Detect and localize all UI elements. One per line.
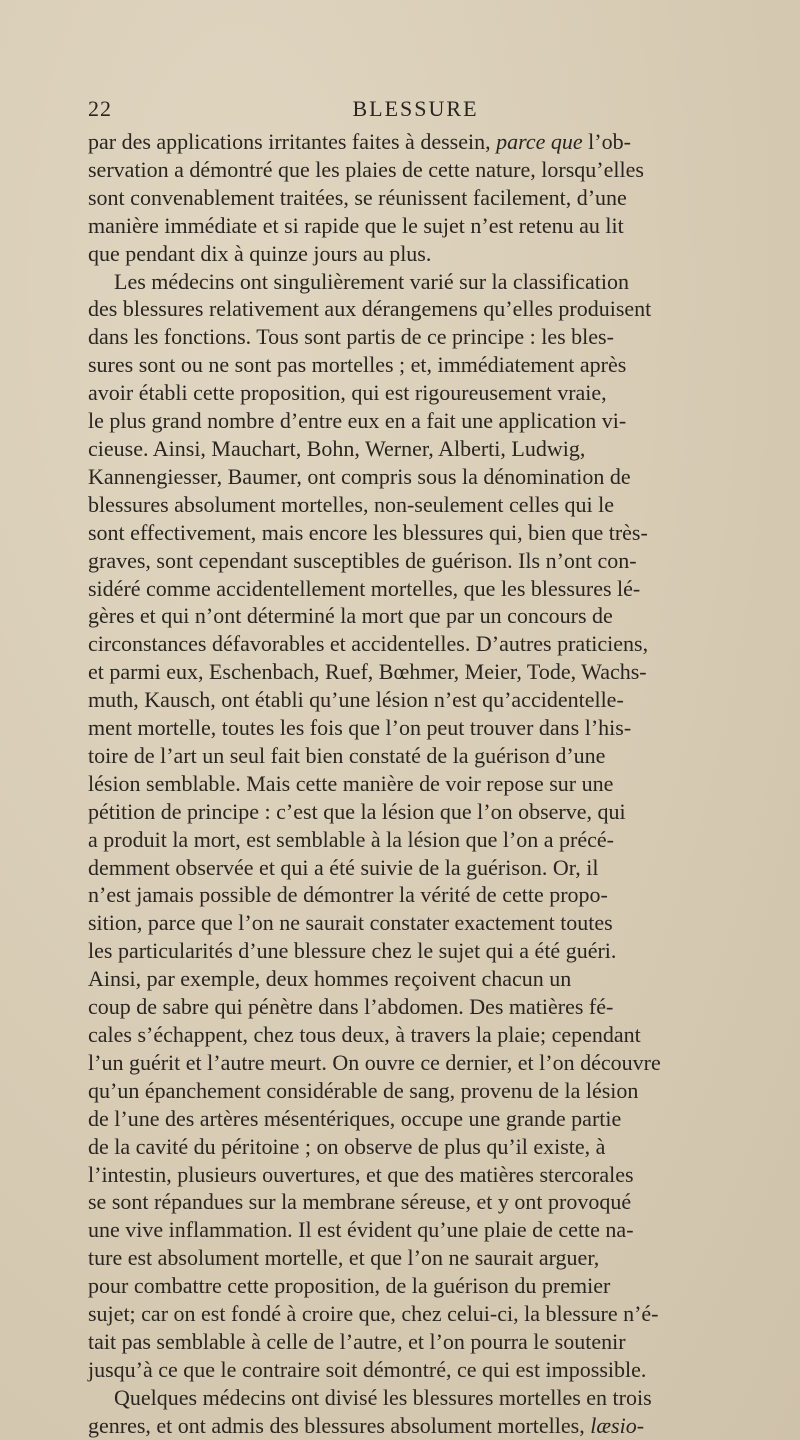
- text-line: [88, 826, 788, 854]
- text-line: [88, 965, 788, 993]
- text-line: [88, 1133, 788, 1161]
- text-line: [88, 212, 788, 240]
- text-segment: par des applications irritantes faites à dessein,: [88, 129, 497, 154]
- text-line: [88, 630, 788, 658]
- text-line: [88, 1244, 788, 1272]
- text-line: [88, 463, 788, 491]
- page-header: [88, 96, 743, 126]
- text-segment: sujet; car on est fondé à croire que, chez celui-ci, la blessure n’é-: [88, 1301, 659, 1327]
- text-segment: pétition de principe : c’est que la lésion que l’on observe, qui: [88, 798, 626, 824]
- text-segment: l’intestin, plusieurs ouvertures, et que des matières stercorales: [88, 1161, 634, 1187]
- text-segment: ture est absolument mortelle, et que l’on ne saurait arguer,: [88, 1245, 600, 1271]
- text-segment: cieuse. Ainsi, Mauchart, Bohn, Werner, Alberti, Ludwig,: [88, 435, 586, 461]
- text-segment: cales s’échappent, chez tous deux, à travers la plaie; cependant: [88, 1022, 641, 1047]
- text-segment: avoir établi cette proposition, qui est rigoureusement vraie,: [88, 380, 607, 406]
- text-line: [88, 881, 788, 909]
- text-line: [88, 407, 788, 435]
- text-line: [88, 1300, 788, 1328]
- text-segment: demment observée et qui a été suivie de la guérison. Or, il: [88, 854, 599, 880]
- text-line: [88, 742, 788, 770]
- italic-segment: læsio-: [590, 1412, 645, 1438]
- text-segment: Les médecins ont singulièrement varié sur la classification: [114, 268, 630, 294]
- text-segment: l’un guérit et l’autre meurt. On ouvre ce dernier, et l’on découvre: [88, 1049, 661, 1075]
- text-line: [88, 323, 788, 351]
- text-line: [88, 770, 788, 798]
- text-segment: se sont répandues sur la membrane séreuse, et y ont provoqué: [88, 1189, 632, 1215]
- text-line: [88, 1077, 788, 1105]
- text-segment: sures sont ou ne sont pas mortelles ; et, immédiatement après: [88, 352, 627, 378]
- text-line: [88, 184, 788, 212]
- text-line: [88, 491, 788, 519]
- text-segment: de l’une des artères mésentériques, occupe une grande partie: [88, 1105, 622, 1131]
- text-line: [88, 156, 788, 184]
- text-line: [88, 1328, 788, 1356]
- text-line: [88, 798, 788, 826]
- text-segment: jusqu’à ce que le contraire soit démontré, ce qui est impossible.: [88, 1356, 647, 1382]
- text-segment: et parmi eux, Eschenbach, Ruef, Bœhmer, Meier, Tode, Wachs-: [88, 659, 647, 685]
- text-line: [88, 1161, 788, 1189]
- text-segment: le plus grand nombre d’entre eux en a fait une application vi-: [88, 408, 627, 434]
- text-segment: manière immédiate et si rapide que le sujet n’est retenu au lit: [88, 212, 624, 238]
- text-line: [88, 1384, 788, 1412]
- text-segment: tait pas semblable à celle de l’autre, et l’on pourra le soutenir: [88, 1328, 626, 1354]
- text-line: [88, 1188, 788, 1216]
- text-line: [88, 658, 788, 686]
- text-segment: genres, et ont admis des blessures absolument mortelles,: [88, 1412, 591, 1438]
- text-segment: ment mortelle, toutes les fois que l’on peut trouver dans l’his-: [88, 715, 632, 741]
- text-segment: n’est jamais possible de démontrer la vérité de cette propo-: [88, 882, 608, 908]
- text-line: [88, 379, 788, 407]
- text-line: [88, 602, 788, 630]
- running-title: BLESSURE: [352, 96, 479, 121]
- text-line: [88, 909, 788, 937]
- body-text: [88, 128, 788, 1440]
- text-segment: Ainsi, par exemple, deux hommes reçoivent chacun un: [88, 966, 572, 992]
- text-segment: circonstances défavorables et accidentelles. D’autres praticiens,: [88, 631, 649, 657]
- text-line: [88, 1412, 788, 1440]
- text-segment: une vive inflammation. Il est évident qu’une plaie de cette na-: [88, 1217, 634, 1243]
- text-line: [88, 351, 788, 379]
- text-segment: lésion semblable. Mais cette manière de voir repose sur une: [88, 770, 614, 796]
- text-line: [88, 1272, 788, 1300]
- italic-segment: parce que: [496, 129, 583, 154]
- text-line: [88, 1356, 788, 1384]
- text-segment: muth, Kausch, ont établi qu’une lésion n’est qu’accidentelle-: [88, 687, 624, 713]
- text-line: [88, 575, 788, 603]
- text-segment: des blessures relativement aux dérangemens qu’elles produisent: [88, 296, 652, 322]
- text-line: [88, 240, 788, 268]
- text-segment: l’ob-: [582, 129, 631, 154]
- text-segment: Kannengiesser, Baumer, ont compris sous la dénomination de: [88, 463, 631, 489]
- text-segment: Quelques médecins ont divisé les blessures mortelles en trois: [114, 1384, 652, 1410]
- text-line: [88, 295, 788, 323]
- text-line: [88, 937, 788, 965]
- text-segment: servation a démontré que les plaies de cette nature, lorsqu’elles: [88, 156, 644, 182]
- text-line: [88, 1021, 788, 1049]
- text-line: [88, 547, 788, 575]
- text-segment: de la cavité du péritoine ; on observe de plus qu’il existe, à: [88, 1133, 606, 1159]
- text-segment: a produit la mort, est semblable à la lésion que l’on a précé-: [88, 826, 614, 852]
- text-segment: blessures absolument mortelles, non-seulement celles qui le: [88, 491, 615, 517]
- text-segment: dans les fonctions. Tous sont partis de ce principe : les bles-: [88, 324, 614, 350]
- text-line: [88, 993, 788, 1021]
- text-line: [88, 854, 788, 882]
- text-segment: les particularités d’une blessure chez le sujet qui a été guéri.: [88, 938, 617, 964]
- text-line: [88, 1049, 788, 1077]
- text-segment: qu’un épanchement considérable de sang, provenu de la lésion: [88, 1077, 639, 1103]
- text-segment: sont effectivement, mais encore les blessures qui, bien que très-: [88, 519, 648, 545]
- text-segment: sition, parce que l’on ne saurait constater exactement toutes: [88, 910, 613, 936]
- text-line: [88, 1216, 788, 1244]
- text-segment: que pendant dix à quinze jours au plus.: [88, 240, 432, 266]
- text-line: [88, 686, 788, 714]
- text-segment: graves, sont cependant susceptibles de guérison. Ils n’ont con-: [88, 547, 637, 573]
- text-segment: sidéré comme accidentellement mortelles, que les blessures lé-: [88, 575, 641, 601]
- text-segment: pour combattre cette proposition, de la guérison du premier: [88, 1273, 611, 1299]
- text-line: [88, 435, 788, 463]
- page-number: 22: [88, 96, 112, 121]
- text-line: [88, 1105, 788, 1133]
- text-line: [88, 128, 788, 156]
- text-line: [88, 268, 788, 296]
- text-line: [88, 714, 788, 742]
- text-segment: sont convenablement traitées, se réunissent facilement, d’une: [88, 184, 627, 210]
- text-segment: gères et qui n’ont déterminé la mort que par un concours de: [88, 603, 613, 629]
- text-line: [88, 519, 788, 547]
- text-segment: toire de l’art un seul fait bien constaté de la guérison d’une: [88, 742, 606, 768]
- text-segment: coup de sabre qui pénètre dans l’abdomen. Des matières fé-: [88, 994, 614, 1020]
